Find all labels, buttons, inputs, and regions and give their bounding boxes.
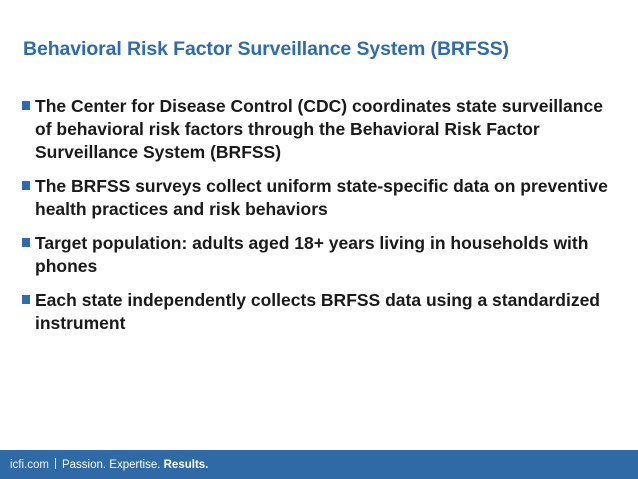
footer-divider <box>55 458 56 469</box>
bullet-list <box>22 95 612 346</box>
footer-bar <box>0 450 638 479</box>
bullet-text: The Center for Disease Control (CDC) coordinates state surveillance of behavioral risk factors through the Behavioral Risk Factor Surveillance System (BRFSS) <box>35 96 603 162</box>
footer-text <box>10 458 208 471</box>
footer-tagline-strong: Results. <box>163 459 209 471</box>
square-bullet-icon <box>22 295 30 304</box>
bullet-text: The BRFSS surveys collect uniform state-specific data on preventive health practices and risk behaviors <box>35 176 608 219</box>
square-bullet-icon <box>22 181 30 190</box>
square-bullet-icon <box>22 101 30 110</box>
square-bullet-icon <box>22 238 30 247</box>
bullet-item <box>22 95 612 164</box>
bullet-text: Each state independently collects BRFSS data using a standardized instrument <box>35 290 600 333</box>
bullet-item <box>22 289 612 335</box>
bullet-text: Target population: adults aged 18+ years living in households with phones <box>35 233 589 276</box>
slide-title: Behavioral Risk Factor Surveillance System (BRFSS) <box>23 38 509 60</box>
bullet-item <box>22 232 612 278</box>
footer-tagline: Passion. Expertise. <box>61 459 161 471</box>
footer-site: icfi.com <box>10 459 49 471</box>
bullet-item <box>22 175 612 221</box>
